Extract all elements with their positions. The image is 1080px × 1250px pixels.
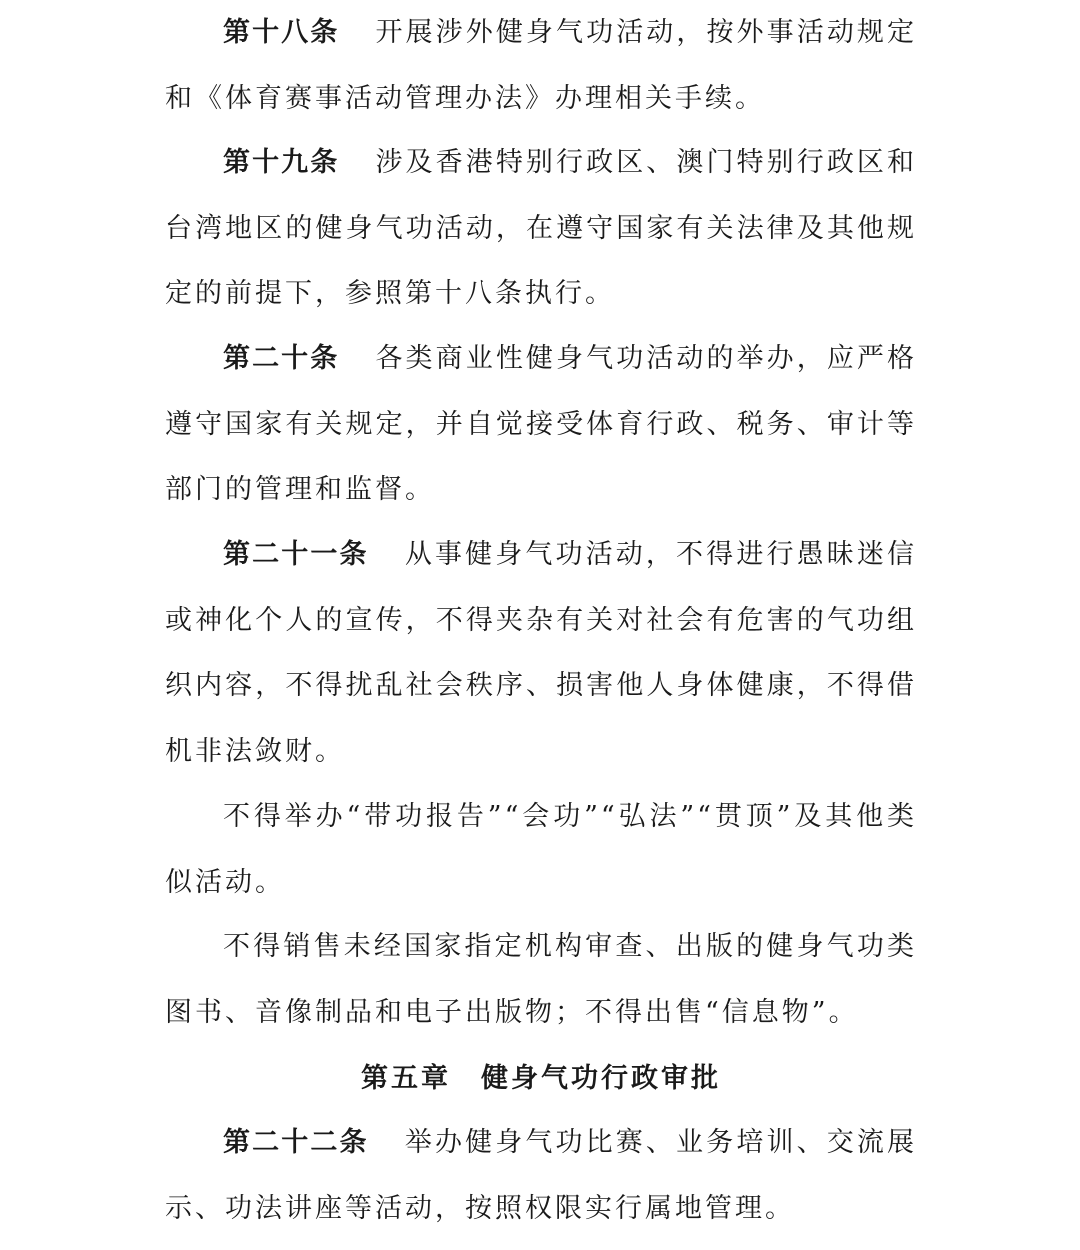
article-number: 第二十条: [223, 343, 340, 374]
article-number: 第十九条: [223, 147, 340, 178]
article-number: 第二十二条: [223, 1127, 369, 1158]
paragraph-prohibition-sales: [165, 914, 917, 1045]
article-text: 举办健身气功比赛、业务培训、交流展示、功法讲座等活动，按照权限实行属地管理。: [165, 1127, 918, 1224]
paragraph-article-21: [165, 522, 917, 784]
article-text: 从事健身气功活动，不得进行愚昧迷信或神化个人的宣传，不得夹杂有关对社会有危害的气功组织内容，不得扰乱社会秩序、损害他人身体健康，不得借机非法敛财。: [165, 539, 918, 767]
paragraph-article-22: [165, 1110, 917, 1241]
paragraph-text: 不得举办“带功报告”“会功”“弘法”“贯顶”及其他类似活动。: [165, 801, 917, 898]
article-text: 各类商业性健身气功活动的举办，应严格遵守国家有关规定，并自觉接受体育行政、税务、审计等部门的管理和监督。: [165, 343, 918, 505]
article-number: 第二十一条: [223, 539, 369, 570]
article-text: 涉及香港特别行政区、澳门特别行政区和台湾地区的健身气功活动，在遵守国家有关法律及其他规定的前提下，参照第十八条执行。: [165, 147, 918, 309]
paragraph-article-18: [165, 0, 917, 131]
chapter-number: 第五章: [361, 1063, 451, 1094]
document-page: [165, 0, 917, 1250]
paragraph-article-19: [165, 130, 917, 327]
article-text: 开展涉外健身气功活动，按外事活动规定和《体育赛事活动管理办法》办理相关手续。: [165, 17, 918, 114]
article-number: 第十八条: [223, 17, 340, 48]
paragraph-article-20: [165, 326, 917, 523]
paragraph-prohibition-events: [165, 784, 917, 915]
paragraph-text: 不得销售未经国家指定机构审查、出版的健身气功类图书、音像制品和电子出版物；不得出售“信息物”。: [165, 931, 917, 1028]
chapter-title: 健身气功行政审批: [481, 1063, 721, 1094]
chapter-heading: [165, 1046, 917, 1111]
